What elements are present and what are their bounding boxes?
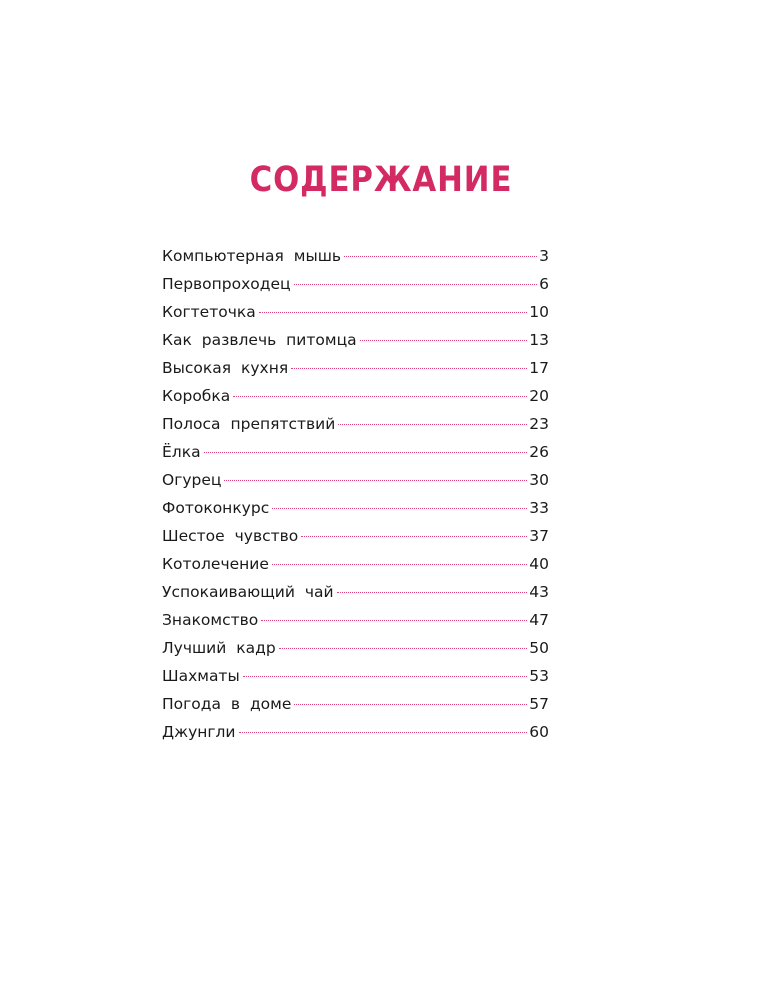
toc-entry-title: Огурец [162, 471, 222, 489]
table-of-contents [162, 243, 549, 747]
toc-entry-page-number: 37 [529, 527, 549, 545]
toc-entry-page-number: 43 [529, 583, 549, 601]
toc-entry-page-number: 6 [539, 275, 549, 293]
dotted-leader [294, 284, 538, 285]
toc-entry[interactable] [162, 635, 549, 663]
dotted-leader [233, 396, 527, 397]
toc-entry-title: Первопроходец [162, 275, 291, 293]
toc-entry[interactable] [162, 579, 549, 607]
toc-entry-page-number: 53 [529, 667, 549, 685]
toc-entry[interactable] [162, 299, 549, 327]
toc-entry-page-number: 50 [529, 639, 549, 657]
toc-entry-page-number: 23 [529, 415, 549, 433]
toc-entry[interactable] [162, 523, 549, 551]
toc-entry[interactable] [162, 411, 549, 439]
toc-entry-title: Лучший кадр [162, 639, 276, 657]
dotted-leader [301, 536, 527, 537]
toc-entry-page-number: 33 [529, 499, 549, 517]
toc-entry-page-number: 40 [529, 555, 549, 573]
toc-entry-page-number: 47 [529, 611, 549, 629]
toc-entry-page-number: 57 [529, 695, 549, 713]
dotted-leader [338, 424, 527, 425]
toc-entry-title: Когтеточка [162, 303, 256, 321]
dotted-leader [294, 704, 527, 705]
dotted-leader [272, 564, 527, 565]
toc-entry[interactable] [162, 607, 549, 635]
dotted-leader [261, 620, 527, 621]
toc-entry-page-number: 26 [529, 443, 549, 461]
dotted-leader [204, 452, 528, 453]
toc-entry-title: Шахматы [162, 667, 240, 685]
toc-entry-title: Знакомство [162, 611, 259, 629]
toc-entry[interactable] [162, 719, 549, 747]
toc-entry-title: Как развлечь питомца [162, 331, 357, 349]
toc-entry[interactable] [162, 467, 549, 495]
toc-entry-title: Погода в доме [162, 695, 292, 713]
toc-entry-page-number: 10 [529, 303, 549, 321]
toc-entry-title: Коробка [162, 387, 231, 405]
toc-entry[interactable] [162, 355, 549, 383]
toc-entry[interactable] [162, 691, 549, 719]
toc-entry-title: Котолечение [162, 555, 269, 573]
toc-entry-title: Фотоконкурс [162, 499, 270, 517]
dotted-leader [272, 508, 527, 509]
toc-entry-title: Шестое чувство [162, 527, 299, 545]
toc-entry[interactable] [162, 495, 549, 523]
page-title: СОДЕРЖАНИЕ [249, 160, 513, 200]
toc-entry-title: Высокая кухня [162, 359, 289, 377]
dotted-leader [259, 312, 528, 313]
dotted-leader [344, 256, 537, 257]
toc-entry[interactable] [162, 663, 549, 691]
toc-entry-page-number: 17 [529, 359, 549, 377]
dotted-leader [279, 648, 528, 649]
toc-entry-title: Ёлка [162, 443, 201, 461]
toc-entry-title: Полоса препятствий [162, 415, 336, 433]
toc-entry[interactable] [162, 439, 549, 467]
dotted-leader [224, 480, 527, 481]
toc-entry-page-number: 30 [529, 471, 549, 489]
toc-entry-title: Джунгли [162, 723, 236, 741]
toc-entry[interactable] [162, 551, 549, 579]
toc-entry-page-number: 60 [529, 723, 549, 741]
toc-entry-title: Успокаивающий чай [162, 583, 334, 601]
dotted-leader [337, 592, 528, 593]
dotted-leader [291, 368, 527, 369]
toc-entry[interactable] [162, 243, 549, 271]
toc-entry-page-number: 3 [539, 247, 549, 265]
toc-entry-page-number: 13 [529, 331, 549, 349]
toc-entry-page-number: 20 [529, 387, 549, 405]
dotted-leader [360, 340, 528, 341]
toc-entry[interactable] [162, 327, 549, 355]
toc-entry[interactable] [162, 383, 549, 411]
toc-entry-title: Компьютерная мышь [162, 247, 342, 265]
toc-entry[interactable] [162, 271, 549, 299]
dotted-leader [239, 732, 528, 733]
dotted-leader [243, 676, 528, 677]
